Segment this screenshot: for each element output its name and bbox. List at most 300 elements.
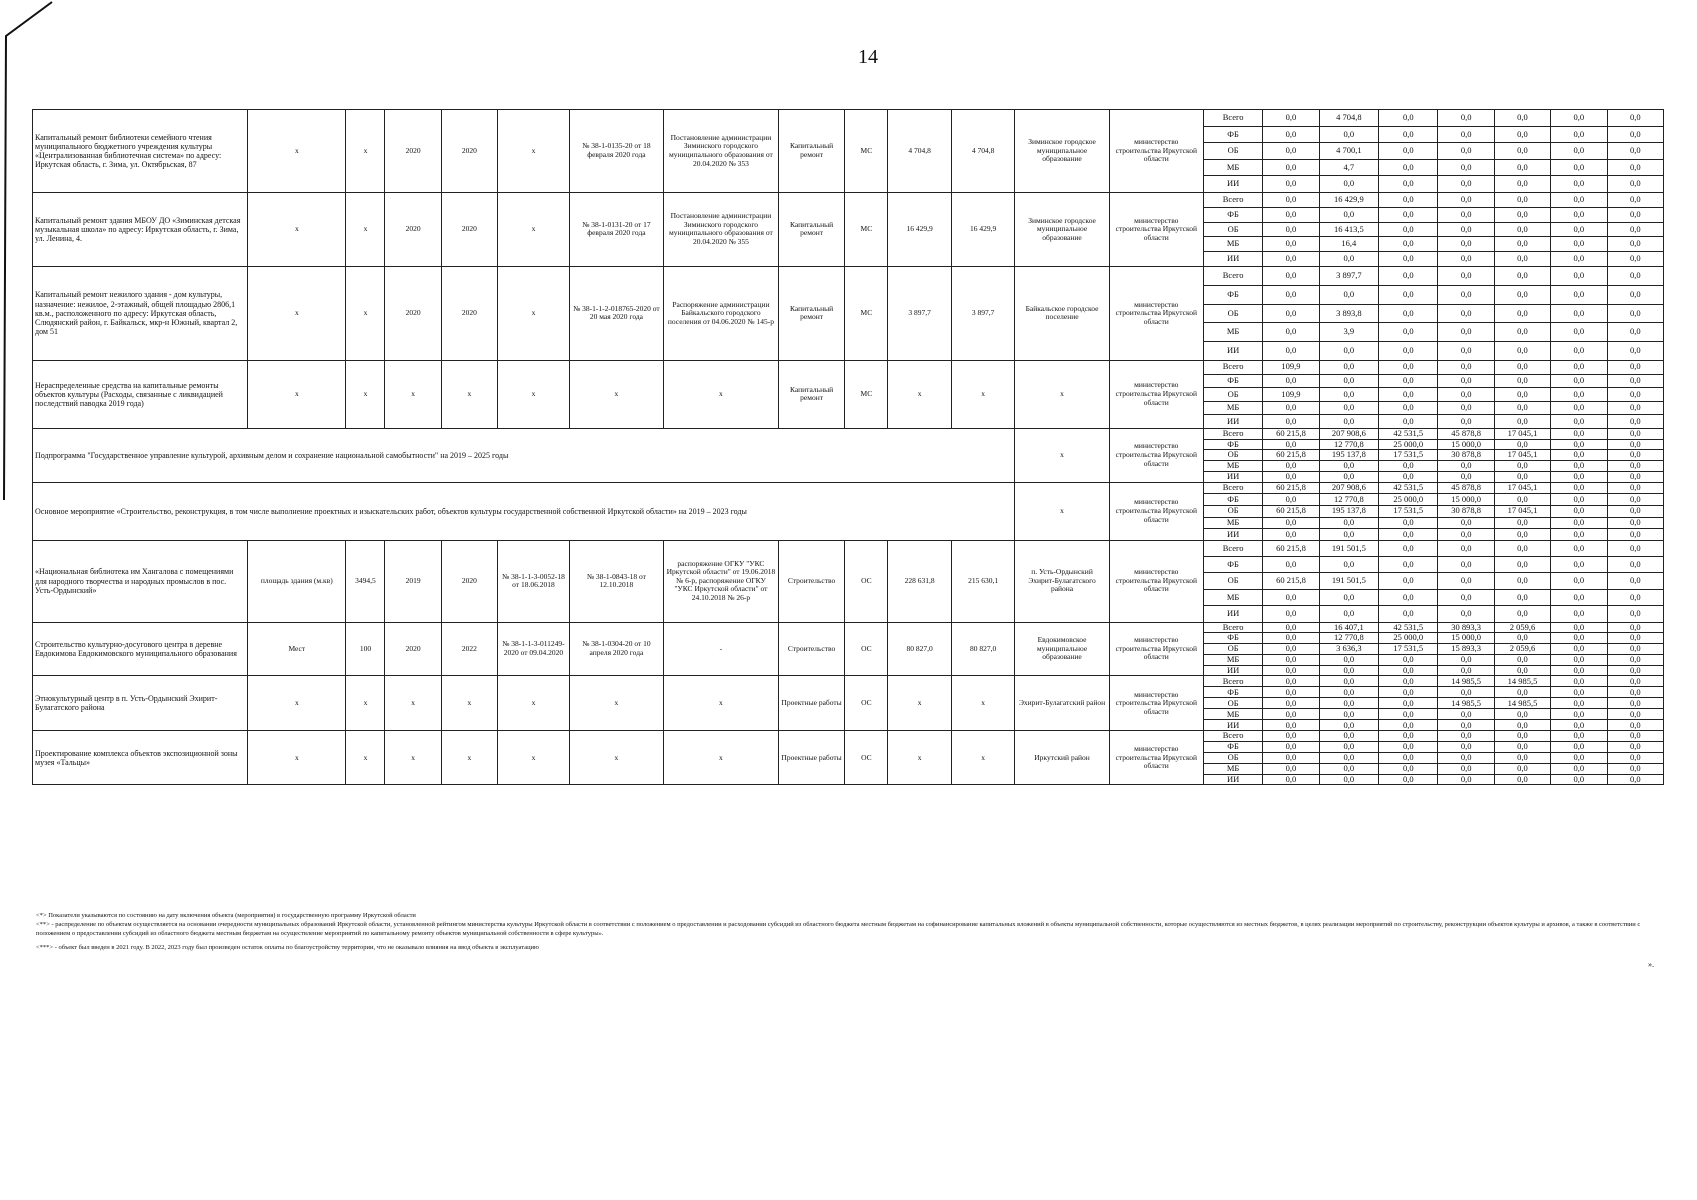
value-cell: 0,0 [1607, 126, 1664, 143]
value-cell: 0,0 [1438, 110, 1494, 127]
table-row [33, 731, 1664, 742]
object-name: Капитальный ремонт библиотеки семейного чтения муниципального бюджетного учреждения культуры «Централизованная библиотечная система» по адресу: Иркутская область, г. Зима, ул. Октябрьская, 87 [33, 110, 248, 193]
value-cell: 0,0 [1551, 654, 1607, 665]
value-cell: 0,0 [1607, 517, 1664, 529]
value-cell: 15 000,0 [1438, 439, 1494, 450]
funding-source: МБ [1203, 237, 1262, 252]
cell-c12: 16 429,9 [951, 192, 1015, 266]
value-cell: 0,0 [1551, 589, 1607, 605]
cell-c14: министерство строительства Иркутской области [1109, 192, 1203, 266]
funding-source: Всего [1203, 192, 1262, 207]
value-cell: 0,0 [1494, 222, 1550, 237]
value-cell: 42 531,5 [1379, 482, 1438, 494]
value-cell: 4,7 [1319, 159, 1378, 176]
value-cell: 0,0 [1607, 285, 1664, 304]
value-cell: 0,0 [1319, 742, 1378, 753]
funding-source: ФБ [1203, 494, 1262, 506]
value-cell: 0,0 [1607, 461, 1664, 472]
value-cell: 0,0 [1379, 471, 1438, 482]
value-cell: 0,0 [1438, 529, 1494, 541]
value-cell: 0,0 [1379, 676, 1438, 687]
value-cell: 0,0 [1551, 176, 1607, 193]
value-cell: 3 893,8 [1319, 304, 1378, 323]
value-cell: 0,0 [1379, 557, 1438, 573]
value-cell: 0,0 [1438, 687, 1494, 698]
value-cell: 0,0 [1379, 774, 1438, 785]
value-cell: 0,0 [1438, 742, 1494, 753]
value-cell: 0,0 [1263, 252, 1319, 267]
value-cell: 0,0 [1438, 342, 1494, 361]
value-cell: 0,0 [1319, 720, 1378, 731]
cell-c14: министерство строительства Иркутской области [1109, 110, 1203, 193]
value-cell: 0,0 [1438, 360, 1494, 374]
value-cell: 0,0 [1494, 207, 1550, 222]
page-number: 14 [858, 46, 878, 68]
value-cell: 0,0 [1494, 529, 1550, 541]
value-cell: 0,0 [1379, 252, 1438, 267]
funding-source: Всего [1203, 110, 1262, 127]
value-cell: 0,0 [1494, 360, 1550, 374]
cell-c3: х [346, 110, 385, 193]
cell-c7: х [569, 360, 663, 428]
cell-c7: № 38-1-0135-20 от 18 февраля 2020 года [569, 110, 663, 193]
footnote: <**> - распределение по объектам осуществляется на основании очередности муниципальных образований Иркутской области, установленной рейтингом министерства культуры Иркутской области в соответствии с положением о предоставлении и расходовании субсидий из областного бюджета местным бюджетам на софинансирование капитальных вложений в объекты муниципальной собственности, которые осуществляются из местных бюджетов, в целях реализации мероприятий по строительству, реконструкции объектов культуры и архивов, а также в соответствии с положением о предоставлении субсидий из областного бюджета местным бюджетам на осуществление мероприятий по капитальному ремонту объектов муниципальной собственности в сфере культуры». [36, 920, 1641, 937]
value-cell: 0,0 [1319, 252, 1378, 267]
table-row [33, 266, 1664, 285]
value-cell: 0,0 [1438, 126, 1494, 143]
cell-c7: х [569, 731, 663, 785]
value-cell: 0,0 [1607, 176, 1664, 193]
value-cell: 45 878,8 [1438, 482, 1494, 494]
cell-c5: х [441, 676, 497, 731]
value-cell: 3 636,3 [1319, 644, 1378, 655]
value-cell: 14 985,5 [1438, 676, 1494, 687]
value-cell: 0,0 [1551, 529, 1607, 541]
value-cell: 0,0 [1607, 222, 1664, 237]
value-cell: 0,0 [1319, 763, 1378, 774]
value-cell: 0,0 [1379, 698, 1438, 709]
value-cell: 0,0 [1607, 342, 1664, 361]
value-cell: 14 985,5 [1438, 698, 1494, 709]
value-cell: 12 770,8 [1319, 633, 1378, 644]
funding-source: Всего [1203, 622, 1262, 633]
cell-c13: Зиминское городское муниципальное образование [1015, 192, 1109, 266]
value-cell: 3,9 [1319, 323, 1378, 342]
value-cell: 0,0 [1379, 126, 1438, 143]
cell-c4: 2020 [385, 110, 441, 193]
value-cell: 0,0 [1263, 644, 1319, 655]
value-cell: 0,0 [1438, 285, 1494, 304]
value-cell: 0,0 [1607, 439, 1664, 450]
table-row [33, 540, 1664, 556]
value-cell: 0,0 [1263, 654, 1319, 665]
value-cell: 0,0 [1551, 676, 1607, 687]
value-cell: 0,0 [1494, 266, 1550, 285]
value-cell: 17 045,1 [1494, 450, 1550, 461]
cell-c11: 80 827,0 [888, 622, 952, 676]
value-cell: 0,0 [1551, 439, 1607, 450]
value-cell: 0,0 [1551, 687, 1607, 698]
value-cell: 0,0 [1494, 494, 1550, 506]
cell-c13: х [1015, 360, 1109, 428]
value-cell: 0,0 [1607, 415, 1664, 429]
cell-c13: Евдокимовское муниципальное образование [1015, 622, 1109, 676]
cell-c4: 2020 [385, 266, 441, 360]
cell-c13: Зиминское городское муниципальное образование [1015, 110, 1109, 193]
value-cell: 0,0 [1438, 266, 1494, 285]
cell-c9: Строительство [778, 622, 845, 676]
value-cell: 0,0 [1379, 401, 1438, 415]
value-cell: 0,0 [1438, 207, 1494, 222]
funding-source: ОБ [1203, 388, 1262, 402]
funding-source: ИИ [1203, 529, 1262, 541]
cell-c13: х [1015, 428, 1109, 482]
value-cell: 0,0 [1494, 374, 1550, 388]
value-cell: 0,0 [1263, 698, 1319, 709]
funding-source: Всего [1203, 482, 1262, 494]
funding-source: Всего [1203, 266, 1262, 285]
cell-c8: Распоряжение администрации Байкальского городского поселения от 04.06.2020 № 145-р [664, 266, 779, 360]
value-cell: 60 215,8 [1263, 540, 1319, 556]
value-cell: 0,0 [1438, 654, 1494, 665]
value-cell: 0,0 [1379, 222, 1438, 237]
value-cell: 0,0 [1607, 687, 1664, 698]
value-cell: 0,0 [1379, 323, 1438, 342]
value-cell: 0,0 [1494, 687, 1550, 698]
value-cell: 0,0 [1551, 461, 1607, 472]
value-cell: 0,0 [1607, 192, 1664, 207]
value-cell: 17 531,5 [1379, 450, 1438, 461]
cell-c11: 3 897,7 [888, 266, 952, 360]
value-cell: 0,0 [1551, 753, 1607, 764]
cell-c2: х [248, 731, 346, 785]
value-cell: 0,0 [1607, 742, 1664, 753]
value-cell: 0,0 [1319, 285, 1378, 304]
cell-c14: министерство строительства Иркутской области [1109, 482, 1203, 540]
value-cell: 0,0 [1551, 207, 1607, 222]
value-cell: 0,0 [1438, 159, 1494, 176]
object-name: Этнокультурный центр в п. Усть-Ордынский Эхирит-Булагатского района [33, 676, 248, 731]
value-cell: 0,0 [1494, 654, 1550, 665]
funding-source: Всего [1203, 676, 1262, 687]
cell-c8: Постановление администрации Зиминского городского муниципального образования от 20.04.2020 № 355 [664, 192, 779, 266]
value-cell: 0,0 [1379, 159, 1438, 176]
cell-c3: х [346, 676, 385, 731]
funding-source: ОБ [1203, 573, 1262, 589]
cell-c6: х [498, 192, 570, 266]
value-cell: 0,0 [1551, 374, 1607, 388]
funding-source: МБ [1203, 654, 1262, 665]
value-cell: 0,0 [1494, 606, 1550, 622]
funding-source: ФБ [1203, 374, 1262, 388]
funding-source: ИИ [1203, 665, 1262, 676]
funding-source: ИИ [1203, 415, 1262, 429]
value-cell: 0,0 [1494, 633, 1550, 644]
value-cell: 0,0 [1551, 665, 1607, 676]
cell-c11: 4 704,8 [888, 110, 952, 193]
funding-source: ФБ [1203, 742, 1262, 753]
value-cell: 0,0 [1319, 709, 1378, 720]
value-cell: 0,0 [1607, 401, 1664, 415]
value-cell: 0,0 [1494, 709, 1550, 720]
value-cell: 15 000,0 [1438, 633, 1494, 644]
value-cell: 16 429,9 [1319, 192, 1378, 207]
funding-source: ОБ [1203, 222, 1262, 237]
table-row [33, 482, 1664, 494]
cell-c3: х [346, 266, 385, 360]
value-cell: 0,0 [1438, 774, 1494, 785]
funding-source: ОБ [1203, 698, 1262, 709]
value-cell: 0,0 [1263, 207, 1319, 222]
value-cell: 0,0 [1551, 698, 1607, 709]
value-cell: 0,0 [1319, 388, 1378, 402]
value-cell: 0,0 [1494, 285, 1550, 304]
value-cell: 60 215,8 [1263, 450, 1319, 461]
value-cell: 0,0 [1551, 143, 1607, 160]
value-cell: 4 700,1 [1319, 143, 1378, 160]
cell-c4: 2020 [385, 622, 441, 676]
cell-c6: х [498, 110, 570, 193]
cell-c5: 2022 [441, 622, 497, 676]
value-cell: 0,0 [1379, 589, 1438, 605]
value-cell: 0,0 [1551, 450, 1607, 461]
value-cell: 0,0 [1551, 633, 1607, 644]
value-cell: 0,0 [1494, 461, 1550, 472]
value-cell: 0,0 [1607, 323, 1664, 342]
cell-c12: 80 827,0 [951, 622, 1015, 676]
value-cell: 0,0 [1379, 753, 1438, 764]
value-cell: 0,0 [1494, 415, 1550, 429]
value-cell: 0,0 [1379, 742, 1438, 753]
funding-source: ФБ [1203, 126, 1262, 143]
value-cell: 25 000,0 [1379, 494, 1438, 506]
value-cell: 45 878,8 [1438, 428, 1494, 439]
value-cell: 0,0 [1319, 774, 1378, 785]
value-cell: 207 908,6 [1319, 428, 1378, 439]
value-cell: 0,0 [1319, 698, 1378, 709]
cell-c10: ОС [845, 731, 888, 785]
value-cell: 0,0 [1607, 374, 1664, 388]
cell-c11: х [888, 360, 952, 428]
value-cell: 109,9 [1263, 360, 1319, 374]
value-cell: 0,0 [1319, 176, 1378, 193]
value-cell: 0,0 [1379, 573, 1438, 589]
value-cell: 0,0 [1494, 589, 1550, 605]
value-cell: 0,0 [1438, 222, 1494, 237]
stray-mark: ». [1648, 960, 1654, 969]
value-cell: 0,0 [1607, 540, 1664, 556]
value-cell: 2 059,6 [1494, 644, 1550, 655]
value-cell: 191 501,5 [1319, 573, 1378, 589]
value-cell: 0,0 [1438, 143, 1494, 160]
value-cell: 0,0 [1607, 720, 1664, 731]
value-cell: 0,0 [1319, 126, 1378, 143]
funding-source: МБ [1203, 709, 1262, 720]
value-cell: 0,0 [1438, 461, 1494, 472]
funding-source: ИИ [1203, 720, 1262, 731]
value-cell: 0,0 [1551, 482, 1607, 494]
value-cell: 0,0 [1379, 207, 1438, 222]
value-cell: 0,0 [1551, 110, 1607, 127]
value-cell: 0,0 [1263, 439, 1319, 450]
value-cell: 60 215,8 [1263, 505, 1319, 517]
cell-c5: 2020 [441, 266, 497, 360]
value-cell: 0,0 [1379, 110, 1438, 127]
value-cell: 17 531,5 [1379, 505, 1438, 517]
value-cell: 0,0 [1551, 342, 1607, 361]
value-cell: 0,0 [1319, 665, 1378, 676]
value-cell: 0,0 [1551, 222, 1607, 237]
cell-c10: МС [845, 266, 888, 360]
value-cell: 0,0 [1263, 742, 1319, 753]
value-cell: 0,0 [1379, 266, 1438, 285]
value-cell: 0,0 [1551, 540, 1607, 556]
value-cell: 0,0 [1494, 540, 1550, 556]
cell-c4: х [385, 360, 441, 428]
funding-source: МБ [1203, 159, 1262, 176]
value-cell: 0,0 [1438, 753, 1494, 764]
funding-source: Всего [1203, 360, 1262, 374]
funding-source: Всего [1203, 428, 1262, 439]
value-cell: 0,0 [1438, 665, 1494, 676]
value-cell: 0,0 [1494, 110, 1550, 127]
value-cell: 0,0 [1607, 207, 1664, 222]
cell-c4: х [385, 731, 441, 785]
value-cell: 0,0 [1607, 266, 1664, 285]
value-cell: 0,0 [1379, 720, 1438, 731]
cell-c8: Постановление администрации Зиминского городского муниципального образования от 20.04.2020 № 353 [664, 110, 779, 193]
value-cell: 0,0 [1263, 461, 1319, 472]
cell-c10: ОС [845, 540, 888, 622]
value-cell: 0,0 [1379, 763, 1438, 774]
funding-source: МБ [1203, 763, 1262, 774]
value-cell: 0,0 [1494, 753, 1550, 764]
value-cell: 0,0 [1494, 665, 1550, 676]
value-cell: 0,0 [1551, 720, 1607, 731]
value-cell: 0,0 [1494, 192, 1550, 207]
funding-source: ОБ [1203, 644, 1262, 655]
cell-c9: Капитальный ремонт [778, 360, 845, 428]
object-name: Капитальный ремонт нежилого здания - дом культуры, назначение: нежилое, 2-этажный, общей площадью 2806,1 кв.м., расположенного по адресу: Иркутская область, Слюдянский район, г. Байкальск, мкр-н Южный, квартал 2, дом 51 [33, 266, 248, 360]
value-cell: 0,0 [1263, 176, 1319, 193]
value-cell: 0,0 [1551, 266, 1607, 285]
value-cell: 0,0 [1551, 606, 1607, 622]
value-cell: 0,0 [1551, 192, 1607, 207]
value-cell: 0,0 [1551, 159, 1607, 176]
value-cell: 0,0 [1494, 731, 1550, 742]
value-cell: 0,0 [1551, 360, 1607, 374]
value-cell: 0,0 [1607, 471, 1664, 482]
value-cell: 0,0 [1607, 494, 1664, 506]
value-cell: 0,0 [1551, 388, 1607, 402]
value-cell: 0,0 [1551, 323, 1607, 342]
value-cell: 4 704,8 [1319, 110, 1378, 127]
cell-c7: № 38-1-1-2-018765-2020 от 20 мая 2020 года [569, 266, 663, 360]
funding-source: ФБ [1203, 439, 1262, 450]
value-cell: 0,0 [1263, 589, 1319, 605]
value-cell: 0,0 [1607, 143, 1664, 160]
cell-c3: 3494,5 [346, 540, 385, 622]
cell-c13: Байкальское городское поселение [1015, 266, 1109, 360]
value-cell: 60 215,8 [1263, 482, 1319, 494]
value-cell: 0,0 [1494, 742, 1550, 753]
object-name: Проектирование комплекса объектов экспозиционной зоны музея «Тальцы» [33, 731, 248, 785]
value-cell: 0,0 [1319, 731, 1378, 742]
cell-c14: министерство строительства Иркутской области [1109, 428, 1203, 482]
cell-c9: Проектные работы [778, 676, 845, 731]
value-cell: 17 045,1 [1494, 428, 1550, 439]
object-name: Строительство культурно-досугового центра в деревне Евдокимова Евдокимовского муниципального образования [33, 622, 248, 676]
value-cell: 0,0 [1438, 415, 1494, 429]
cell-c10: МС [845, 360, 888, 428]
value-cell: 0,0 [1607, 654, 1664, 665]
value-cell: 0,0 [1379, 654, 1438, 665]
value-cell: 0,0 [1607, 606, 1664, 622]
cell-c4: 2019 [385, 540, 441, 622]
value-cell: 0,0 [1263, 676, 1319, 687]
table-row [33, 428, 1664, 439]
funding-source: ИИ [1203, 252, 1262, 267]
value-cell: 0,0 [1379, 529, 1438, 541]
value-cell: 0,0 [1494, 401, 1550, 415]
value-cell: 0,0 [1263, 401, 1319, 415]
value-cell: 0,0 [1263, 606, 1319, 622]
table-row [33, 192, 1664, 207]
value-cell: 12 770,8 [1319, 494, 1378, 506]
value-cell: 0,0 [1319, 401, 1378, 415]
value-cell: 0,0 [1438, 237, 1494, 252]
value-cell: 0,0 [1263, 494, 1319, 506]
cell-c10: ОС [845, 676, 888, 731]
value-cell: 0,0 [1379, 540, 1438, 556]
value-cell: 0,0 [1379, 237, 1438, 252]
value-cell: 0,0 [1551, 763, 1607, 774]
cell-c6: № 38-1-1-3-011249-2020 от 09.04.2020 [498, 622, 570, 676]
cell-c13: Иркутский район [1015, 731, 1109, 785]
value-cell: 0,0 [1319, 753, 1378, 764]
value-cell: 0,0 [1607, 360, 1664, 374]
cell-c9: Капитальный ремонт [778, 266, 845, 360]
funding-source: ИИ [1203, 606, 1262, 622]
value-cell: 0,0 [1438, 589, 1494, 605]
value-cell: 0,0 [1263, 774, 1319, 785]
value-cell: 0,0 [1551, 557, 1607, 573]
value-cell: 0,0 [1263, 374, 1319, 388]
value-cell: 0,0 [1379, 374, 1438, 388]
value-cell: 0,0 [1379, 342, 1438, 361]
value-cell: 0,0 [1438, 304, 1494, 323]
cell-c8: - [664, 622, 779, 676]
value-cell: 0,0 [1607, 252, 1664, 267]
value-cell: 16,4 [1319, 237, 1378, 252]
cell-c8: х [664, 676, 779, 731]
value-cell: 109,9 [1263, 388, 1319, 402]
funding-source: МБ [1203, 401, 1262, 415]
value-cell: 0,0 [1379, 709, 1438, 720]
value-cell: 0,0 [1551, 622, 1607, 633]
value-cell: 0,0 [1494, 342, 1550, 361]
cell-c12: х [951, 360, 1015, 428]
cell-c2: х [248, 266, 346, 360]
value-cell: 0,0 [1319, 415, 1378, 429]
value-cell: 0,0 [1551, 709, 1607, 720]
cell-c7: № 38-1-0131-20 от 17 февраля 2020 года [569, 192, 663, 266]
value-cell: 0,0 [1263, 192, 1319, 207]
cell-c11: 16 429,9 [888, 192, 952, 266]
cell-c9: Строительство [778, 540, 845, 622]
value-cell: 2 059,6 [1494, 622, 1550, 633]
value-cell: 0,0 [1379, 461, 1438, 472]
